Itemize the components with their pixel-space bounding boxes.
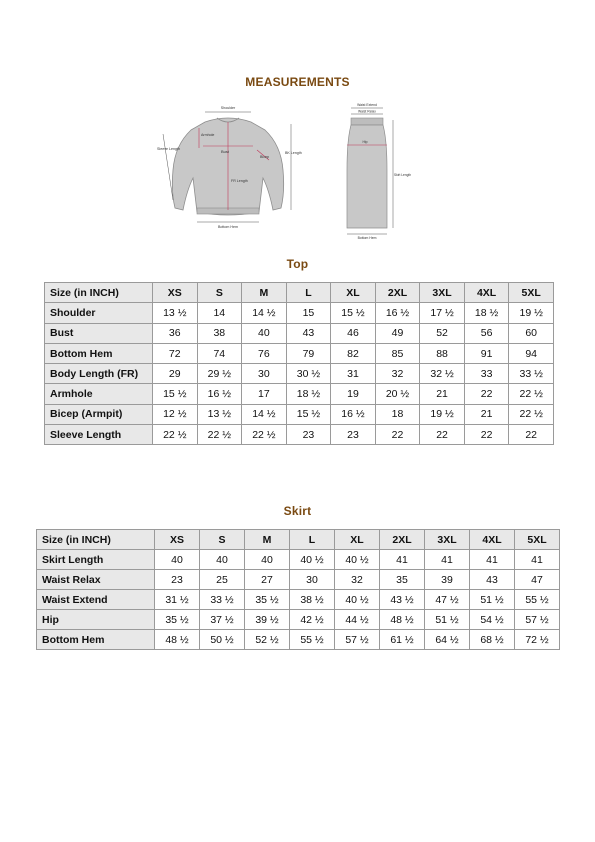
top-table-cell: 21 bbox=[464, 404, 509, 424]
skirt-table-header-label: Size (in INCH) bbox=[37, 530, 155, 550]
top-table-cell: 22 ½ bbox=[509, 384, 554, 404]
top-table-cell: 30 bbox=[242, 364, 287, 384]
table-row bbox=[37, 590, 560, 610]
top-table-cell: 14 ½ bbox=[242, 303, 287, 323]
skirt-table-cell: 39 bbox=[425, 570, 470, 590]
top-table-cell: 22 bbox=[375, 425, 420, 445]
top-table-header-size: L bbox=[286, 283, 331, 303]
skirt-table-cell: 40 ½ bbox=[335, 550, 380, 570]
table-row bbox=[45, 343, 554, 363]
skirt-waistband-shape bbox=[351, 118, 383, 125]
skirt-table-cell: 40 ½ bbox=[335, 590, 380, 610]
top-table-cell: 32 ½ bbox=[420, 364, 465, 384]
skirt-table-cell: 50 ½ bbox=[200, 630, 245, 650]
skirt-table-row-label: Skirt Length bbox=[37, 550, 155, 570]
skirt-size-table bbox=[36, 529, 560, 650]
skirt-table-cell: 47 bbox=[515, 570, 560, 590]
skirt-table-header-size: 3XL bbox=[425, 530, 470, 550]
top-table-cell: 14 ½ bbox=[242, 404, 287, 424]
skirt-table-cell: 30 bbox=[290, 570, 335, 590]
top-table-header-size: 5XL bbox=[509, 283, 554, 303]
top-table-cell: 21 bbox=[420, 384, 465, 404]
diagram-label-waist-relax: Waist Relax bbox=[358, 109, 376, 114]
skirt-table-cell: 37 ½ bbox=[200, 610, 245, 630]
table-row bbox=[37, 610, 560, 630]
skirt-table-cell: 51 ½ bbox=[425, 610, 470, 630]
diagram-label-sleeve-length: Sleeve Length bbox=[157, 147, 180, 151]
top-table-cell: 15 ½ bbox=[153, 384, 198, 404]
top-table-row-label: Shoulder bbox=[45, 303, 153, 323]
top-table-cell: 22 bbox=[464, 425, 509, 445]
skirt-table-cell: 41 bbox=[380, 550, 425, 570]
skirt-table-cell: 54 ½ bbox=[470, 610, 515, 630]
top-table-cell: 14 bbox=[197, 303, 242, 323]
top-table-cell: 60 bbox=[509, 323, 554, 343]
skirt-table-row-label: Waist Relax bbox=[37, 570, 155, 590]
top-table-cell: 20 ½ bbox=[375, 384, 420, 404]
skirt-table-row-label: Hip bbox=[37, 610, 155, 630]
top-table-cell: 19 ½ bbox=[509, 303, 554, 323]
top-table-cell: 33 ½ bbox=[509, 364, 554, 384]
top-table-header-size: XL bbox=[331, 283, 376, 303]
skirt-table-cell: 41 bbox=[470, 550, 515, 570]
skirt-table-cell: 42 ½ bbox=[290, 610, 335, 630]
diagram-label-bust: Bust bbox=[221, 149, 230, 154]
top-garment-diagram bbox=[153, 100, 303, 230]
skirt-table-header-size: 5XL bbox=[515, 530, 560, 550]
top-table-header-row bbox=[45, 283, 554, 303]
skirt-table-cell: 68 ½ bbox=[470, 630, 515, 650]
table-row bbox=[45, 384, 554, 404]
skirt-table-cell: 55 ½ bbox=[290, 630, 335, 650]
top-table-cell: 72 bbox=[153, 343, 198, 363]
table-row bbox=[37, 630, 560, 650]
top-table-cell: 22 ½ bbox=[197, 425, 242, 445]
top-table-row-label: Body Length (FR) bbox=[45, 364, 153, 384]
top-table-cell: 23 bbox=[331, 425, 376, 445]
skirt-table-header-size: XS bbox=[155, 530, 200, 550]
skirt-table-row-label: Bottom Hem bbox=[37, 630, 155, 650]
top-table-cell: 18 ½ bbox=[464, 303, 509, 323]
table-row bbox=[37, 550, 560, 570]
skirt-table-header-size: 2XL bbox=[380, 530, 425, 550]
skirt-table-cell: 35 bbox=[380, 570, 425, 590]
skirt-table-header-size: XL bbox=[335, 530, 380, 550]
skirt-table-cell: 40 ½ bbox=[290, 550, 335, 570]
top-table-cell: 19 ½ bbox=[420, 404, 465, 424]
skirt-table-cell: 47 ½ bbox=[425, 590, 470, 610]
top-table-cell: 32 bbox=[375, 364, 420, 384]
top-table-cell: 88 bbox=[420, 343, 465, 363]
top-table-cell: 15 bbox=[286, 303, 331, 323]
top-table-cell: 56 bbox=[464, 323, 509, 343]
skirt-table-cell: 51 ½ bbox=[470, 590, 515, 610]
top-table-cell: 22 bbox=[420, 425, 465, 445]
skirt-table-cell: 57 ½ bbox=[335, 630, 380, 650]
top-table-cell: 19 bbox=[331, 384, 376, 404]
top-table-cell: 29 bbox=[153, 364, 198, 384]
skirt-table-row-label: Waist Extend bbox=[37, 590, 155, 610]
top-table-cell: 22 ½ bbox=[242, 425, 287, 445]
top-table-cell: 18 ½ bbox=[286, 384, 331, 404]
skirt-table-header-size: S bbox=[200, 530, 245, 550]
diagram-label-hip: Hip bbox=[362, 140, 368, 144]
skirt-table-cell: 61 ½ bbox=[380, 630, 425, 650]
top-table-cell: 33 bbox=[464, 364, 509, 384]
skirt-table-header-size: 4XL bbox=[470, 530, 515, 550]
skirt-table-header-size: L bbox=[290, 530, 335, 550]
top-table-cell: 52 bbox=[420, 323, 465, 343]
diagram-label-bottom-hem: Bottom Hem bbox=[218, 225, 238, 229]
top-table-cell: 29 ½ bbox=[197, 364, 242, 384]
top-table-cell: 22 ½ bbox=[153, 425, 198, 445]
page-title: MEASUREMENTS bbox=[245, 75, 350, 89]
skirt-table-cell: 64 ½ bbox=[425, 630, 470, 650]
skirt-table-cell: 33 ½ bbox=[200, 590, 245, 610]
skirt-table-cell: 48 ½ bbox=[380, 610, 425, 630]
top-table-cell: 17 ½ bbox=[420, 303, 465, 323]
skirt-table-header-row bbox=[37, 530, 560, 550]
top-table-row-label: Bicep (Armpit) bbox=[45, 404, 153, 424]
diagram-label-waist-extend: Waist Extend bbox=[357, 103, 377, 107]
table-row bbox=[37, 570, 560, 590]
top-table-cell: 22 bbox=[509, 425, 554, 445]
skirt-table-cell: 23 bbox=[155, 570, 200, 590]
top-table-cell: 49 bbox=[375, 323, 420, 343]
top-table-header-size: 2XL bbox=[375, 283, 420, 303]
top-table-cell: 82 bbox=[331, 343, 376, 363]
diagram-label-bottom-hem: Bottom Hem bbox=[357, 236, 377, 240]
diagram-label-skirt-length: Skirt Length bbox=[394, 173, 412, 177]
skirt-table-cell: 25 bbox=[200, 570, 245, 590]
top-table-cell: 38 bbox=[197, 323, 242, 343]
skirt-table-cell: 57 ½ bbox=[515, 610, 560, 630]
skirt-table-cell: 32 bbox=[335, 570, 380, 590]
top-table-header-size: S bbox=[197, 283, 242, 303]
top-table-cell: 74 bbox=[197, 343, 242, 363]
table-row bbox=[45, 303, 554, 323]
top-table-row-label: Bottom Hem bbox=[45, 343, 153, 363]
diagram-label-fr-length: FR Length bbox=[231, 179, 248, 183]
table-row bbox=[45, 323, 554, 343]
skirt-table-cell: 38 ½ bbox=[290, 590, 335, 610]
skirt-table-cell: 41 bbox=[515, 550, 560, 570]
top-table-cell: 13 ½ bbox=[153, 303, 198, 323]
top-table-cell: 79 bbox=[286, 343, 331, 363]
diagram-label-shoulder: Shoulder bbox=[220, 106, 236, 110]
skirt-table-cell: 35 ½ bbox=[155, 610, 200, 630]
table-row bbox=[45, 404, 554, 424]
top-table-cell: 94 bbox=[509, 343, 554, 363]
skirt-table-cell: 31 ½ bbox=[155, 590, 200, 610]
top-table-cell: 36 bbox=[153, 323, 198, 343]
top-table-cell: 12 ½ bbox=[153, 404, 198, 424]
top-table-row-label: Bust bbox=[45, 323, 153, 343]
top-table-cell: 15 ½ bbox=[331, 303, 376, 323]
top-table-cell: 46 bbox=[331, 323, 376, 343]
top-table-cell: 13 ½ bbox=[197, 404, 242, 424]
skirt-table-cell: 44 ½ bbox=[335, 610, 380, 630]
skirt-table-cell: 40 bbox=[155, 550, 200, 570]
top-table-cell: 16 ½ bbox=[375, 303, 420, 323]
top-table-cell: 91 bbox=[464, 343, 509, 363]
top-table-row-label: Armhole bbox=[45, 384, 153, 404]
top-table-cell: 85 bbox=[375, 343, 420, 363]
skirt-garment-diagram bbox=[337, 100, 412, 240]
skirt-table-cell: 55 ½ bbox=[515, 590, 560, 610]
top-table-header-size: 3XL bbox=[420, 283, 465, 303]
skirt-table-cell: 41 bbox=[425, 550, 470, 570]
skirt-table-cell: 40 bbox=[200, 550, 245, 570]
diagram-label-bicep: Bicep bbox=[260, 155, 269, 159]
skirt-section-title: Skirt bbox=[283, 504, 312, 518]
skirt-table-header-size: M bbox=[245, 530, 290, 550]
top-size-table bbox=[44, 282, 554, 445]
top-table-header-size: XS bbox=[153, 283, 198, 303]
top-table-cell: 16 ½ bbox=[331, 404, 376, 424]
skirt-table-cell: 43 bbox=[470, 570, 515, 590]
skirt-table-cell: 72 ½ bbox=[515, 630, 560, 650]
top-table-cell: 22 ½ bbox=[509, 404, 554, 424]
top-section-title: Top bbox=[286, 257, 309, 271]
top-table-cell: 23 bbox=[286, 425, 331, 445]
table-row bbox=[45, 425, 554, 445]
top-table-cell: 15 ½ bbox=[286, 404, 331, 424]
skirt-table-cell: 43 ½ bbox=[380, 590, 425, 610]
skirt-table-cell: 40 bbox=[245, 550, 290, 570]
diagram-label-armhole: Armhole bbox=[201, 133, 215, 137]
top-table-cell: 76 bbox=[242, 343, 287, 363]
top-table-cell: 18 bbox=[375, 404, 420, 424]
top-table-header-size: 4XL bbox=[464, 283, 509, 303]
table-row bbox=[45, 364, 554, 384]
skirt-table-cell: 39 ½ bbox=[245, 610, 290, 630]
skirt-table-cell: 35 ½ bbox=[245, 590, 290, 610]
top-table-cell: 40 bbox=[242, 323, 287, 343]
skirt-table-cell: 27 bbox=[245, 570, 290, 590]
top-table-row-label: Sleeve Length bbox=[45, 425, 153, 445]
top-table-cell: 43 bbox=[286, 323, 331, 343]
skirt-table-cell: 48 ½ bbox=[155, 630, 200, 650]
top-table-header-label: Size (in INCH) bbox=[45, 283, 153, 303]
top-table-header-size: M bbox=[242, 283, 287, 303]
top-table-cell: 30 ½ bbox=[286, 364, 331, 384]
top-table-cell: 17 bbox=[242, 384, 287, 404]
top-table-cell: 31 bbox=[331, 364, 376, 384]
top-table-cell: 16 ½ bbox=[197, 384, 242, 404]
top-table-cell: 22 bbox=[464, 384, 509, 404]
skirt-table-cell: 52 ½ bbox=[245, 630, 290, 650]
diagram-label-bk-length: BK Length bbox=[285, 151, 302, 155]
